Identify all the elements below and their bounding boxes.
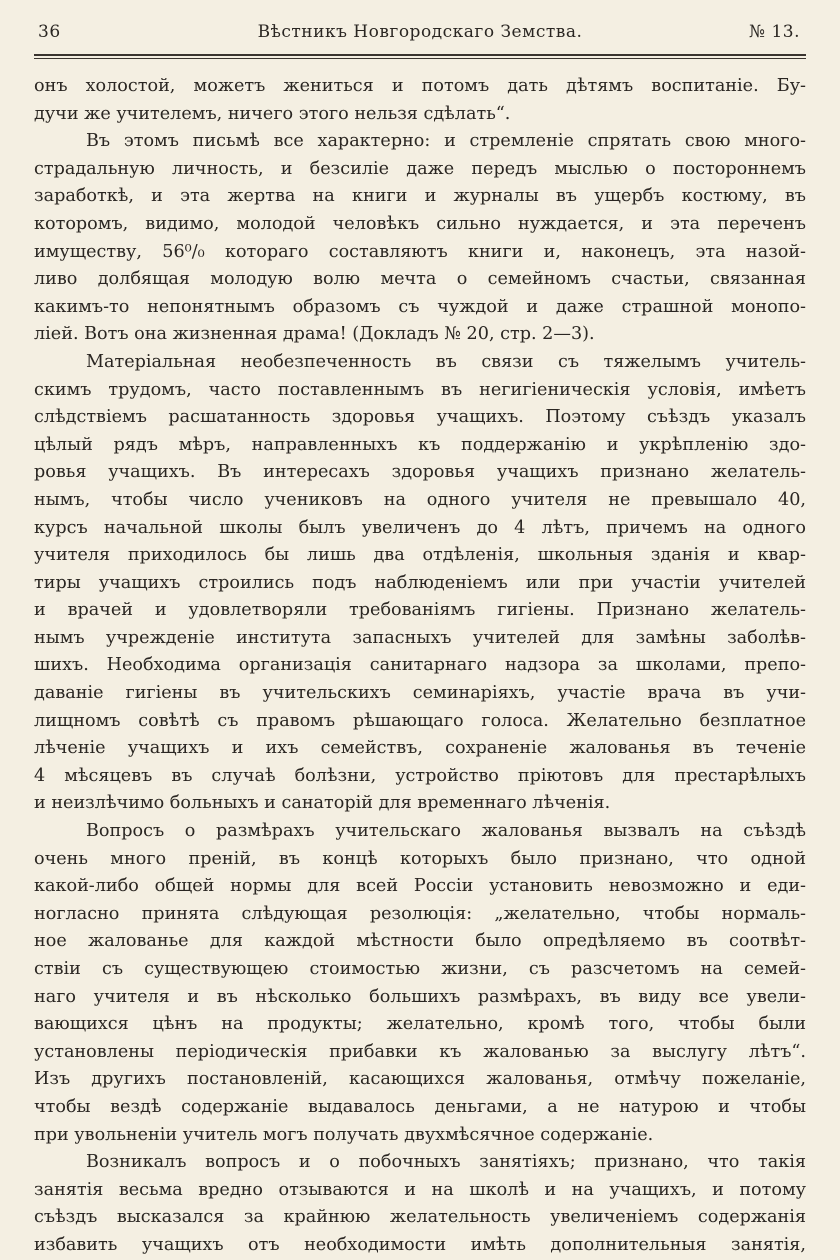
text-line: ное жалованье для каждой мѣстности было опредѣляемо въ соотвѣт- <box>34 931 806 952</box>
text-line: занятія весьма вредно отзываются и на школѣ и на учащихъ, и потому <box>34 1179 806 1200</box>
text-line: тиры учащихъ строились подъ наблюденіемъ или при участіи учителей <box>34 572 806 593</box>
text-line: имуществу, 56⁰/₀ котораго составляютъ книги и, наконецъ, эта назой- <box>34 241 806 262</box>
text-line: онъ холостой, можетъ жениться и потомъ дать дѣтямъ воспитаніе. Бу- <box>34 76 806 96</box>
header-rule <box>34 54 806 56</box>
text-line: и неизлѣчимо больныхъ и санаторій для временнаго лѣченія. <box>34 793 611 814</box>
text-line: какой-либо общей нормы для всей Россіи установить невозможно и еди- <box>34 876 806 897</box>
issue-number: № 13. <box>748 22 800 42</box>
text-line: Матеріальная необезпеченность въ связи съ тяжелымъ учитель- <box>86 351 806 372</box>
text-line: ливо долбящая молодую волю мечта о семейномъ счастьи, связанная <box>34 269 806 290</box>
body-text <box>34 73 806 1260</box>
text-line: ліей. Вотъ она жизненная драма! (Докладъ № 20, стр. 2—3). <box>34 324 595 345</box>
text-line: нымъ, чтобы число учениковъ на одного учителя не превышало 40, <box>34 489 806 510</box>
text-line: скимъ трудомъ, часто поставленнымъ въ негигіеническія условія, имѣетъ <box>34 379 806 400</box>
text-line: нымъ учрежденіе института запасныхъ учителей для замѣны заболѣв- <box>34 627 806 648</box>
text-line: чтобы вездѣ содержаніе выдавалось деньгами, а не натурою и чтобы <box>34 1096 806 1117</box>
text-line: 4 мѣсяцевъ въ случаѣ болѣзни, устройство пріютовъ для престарѣлыхъ <box>34 765 806 786</box>
text-line: и врачей и удовлетворяли требованіямъ гигіены. Признано желатель- <box>34 600 806 621</box>
text-line: Въ этомъ письмѣ все характерно: и стремленіе спрятать свою много- <box>86 131 806 152</box>
text-line: дучи же учителемъ, ничего этого нельзя сдѣлать“. <box>34 103 511 124</box>
text-line: съѣздъ высказался за крайнюю желательность увеличеніемъ содержанія <box>34 1207 806 1228</box>
text-line: вающихся цѣнъ на продукты; желательно, кромѣ того, чтобы были <box>34 1014 806 1035</box>
header-rule-thin <box>34 58 806 59</box>
text-line: ствіи съ существующею стоимостью жизни, съ разсчетомъ на семей- <box>34 959 806 979</box>
text-line: заработкѣ, и эта жертва на книги и журналы въ ущербъ костюму, въ <box>34 186 806 207</box>
text-line: ровья учащихъ. Въ интересахъ здоровья учащихъ признано желатель- <box>34 462 806 483</box>
text-line: учителя приходилось бы лишь два отдѣленія, школьныя зданія и квар- <box>34 545 806 566</box>
text-line: которомъ, видимо, молодой человѣкъ сильно нуждается, и эта переченъ <box>34 213 806 234</box>
text-line: шихъ. Необходима организація санитарнаго надзора за школами, препо- <box>34 655 806 676</box>
text-line: избавить учащихъ отъ необходимости имѣть дополнительныя занятія, <box>34 1234 806 1255</box>
text-line: очень много преній, въ концѣ которыхъ было признано, что одной <box>34 848 806 869</box>
text-line: наго учителя и въ нѣсколько большихъ размѣрахъ, въ виду все увели- <box>34 986 806 1007</box>
text-line: даваніе гигіены въ учительскихъ семинаріяхъ, участіе врача въ учи- <box>34 683 806 704</box>
text-line: страдальную личность, и безсиліе даже передъ мыслью о постороннемъ <box>34 158 806 179</box>
text-line: курсъ начальной школы былъ увеличенъ до 4 лѣтъ, причемъ на одного <box>34 517 806 538</box>
text-line: слѣдствіемъ расшатанность здоровья учащихъ. Поэтому съѣздъ указалъ <box>34 407 806 428</box>
text-line: при увольненіи учитель могъ получать двухмѣсячное содержаніе. <box>34 1124 654 1145</box>
journal-title: Вѣстникъ Новгородскаго Земства. <box>257 22 583 42</box>
text-line: Вопросъ о размѣрахъ учительскаго жалованья вызвалъ на съѣздѣ <box>86 821 806 842</box>
text-line: установлены періодическія прибавки къ жалованью за выслугу лѣтъ“. <box>34 1041 806 1062</box>
page-number: 36 <box>38 22 61 42</box>
text-line: лищномъ совѣтѣ съ правомъ рѣшающаго голоса. Желательно безплатное <box>34 710 806 731</box>
text-line: какимъ-то непонятнымъ образомъ съ чуждой и даже страшной монопо- <box>34 296 806 317</box>
text-line: Возникалъ вопросъ и о побочныхъ занятіяхъ; признано, что такія <box>86 1152 806 1173</box>
text-line: цѣлый рядъ мѣръ, направленныхъ къ поддержанію и укрѣпленію здо- <box>34 434 806 455</box>
running-header <box>34 22 806 50</box>
text-line: лѣченіе учащихъ и ихъ семействъ, сохраненіе жалованья въ теченіе <box>34 738 806 759</box>
text-line: ногласно принята слѣдующая резолюція: „желательно, чтобы нормаль- <box>34 903 806 924</box>
text-line: Изъ другихъ постановленій, касающихся жалованья, отмѣчу пожеланіе, <box>34 1069 806 1090</box>
